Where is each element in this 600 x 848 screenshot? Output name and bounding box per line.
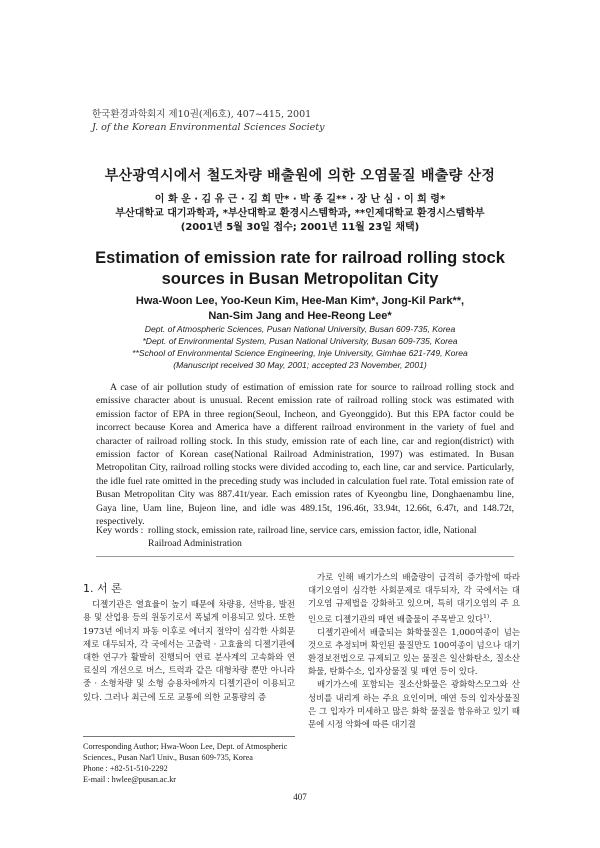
right-column: [308, 571, 520, 731]
footnote-email: E-mail : hwlee@pusan.ac.kr: [83, 775, 177, 784]
english-authors-line1: Hwa-Woon Lee, Yoo-Keun Kim, Hee-Man Kim*, Jong-Kil Park**,: [135, 295, 465, 307]
english-authors: [0, 294, 600, 324]
section-heading: 1. 서 론: [83, 582, 122, 595]
affiliation-line: **School of Environmental Science Engineering, Inje University, Gimhae 621-749, Korea: [132, 348, 468, 358]
footnote-phone: Phone : +82-51-510-2292: [83, 764, 168, 773]
affiliation-line: *Dept. of Environmental System, Pusan National University, Busan 609-735, Korea: [142, 336, 458, 346]
left-column: [83, 582, 295, 704]
keywords-label: Key words :: [96, 525, 144, 536]
journal-header: [92, 108, 324, 134]
abstract: A case of air pollution study of estimation of emission rate for source to railroad rolling stock and emissive character about is unusual. Recent emission rate of railroad rolling stock was estimated with emission factor of EPA in three region(Seoul, Incheon, and Gyeonggido). But this EPA factor could be incorrect because Korea and America have a different railroad environment in the variety of fuel and character of railroad rolling stock. In this study, emission rate of each line, car and region(district) with emission factor of Korean case(National Railroad Administration, 1997) was estimated. In Busan Metropolitan City, railroad rolling stocks were divided accoding to, each line, car and service. Particularly, the idle fuel rate omitted in the preceding study was included in calculation fuel rate. Total emission rate of Busan Metropolitan City was 887.41t/year. Each emission rates of Kyeongbu line, Donghaenambu line, Gaya line, Uam line, Bujeon line, and idle was 489.15t, 196.46t, 33.94t, 12.66t, 6.47t, and 148.72t, respectively.: [96, 382, 514, 528]
korean-title: 부산광역시에서 철도차량 배출원에 의한 오염물질 배출량 산정: [104, 168, 496, 184]
page-number: 407: [293, 792, 307, 802]
paragraph: 배기가스에 포함되는 질소산화물은 광화학스모그와 산성비를 내리게 하는 주요 요인이며, 매연 등의 입자상물질은 그 입자가 미세하고 많은 화학 물질을 함유하고 있기 때문에 시정 악화에 따른 대기결: [308, 679, 520, 730]
divider: [96, 556, 514, 557]
footnote-line: Corresponding Author; Hwa-Woon Lee, Dept. of Atmospheric: [83, 742, 288, 751]
english-affiliations: [0, 323, 600, 371]
paragraph: 디젤기관에서 배출되는 화학물질은 1,000여종이 넘는 것으로 추정되며 확인된 물질만도 100여종이 넘으나 대기환경보전법으로 규제되고 있는 물질은 일산화탄소, 질소산화물, 탄화수소, 입자상물질 및 매연 등이 있다.: [308, 626, 520, 677]
journal-kr-line: 한국환경과학회지 제10권(제6호), 407~415, 2001: [92, 109, 312, 120]
paragraph-text: 가로 인해 배기가스의 배출량이 급격히 증가함에 따라 대기오염이 심각한 사회문제로 대두되자, 각 국에서는 대기오염 규제법을 강화하고 있으며, 특히 대기오염의 주 요인으로 디젤기관의 매연 배출물이 주목받고 있다: [308, 572, 520, 624]
keywords: [96, 524, 514, 550]
manuscript-dates: (Manuscript received 30 May, 2001; accepted 23 November, 2001): [173, 360, 427, 370]
paragraph: 디젤기관은 열효율이 높기 때문에 차량용, 선박용, 발전용 및 산업용 등의 원동기로서 폭넓게 이용되고 있다. 또한 1973년 에너지 파동 이후로 에너지 절약이 심각한 사회문제로 대두되자, 각 국에서는 고출력 · 고효율의 디젤기관에 대한 연구가 활발히 진행되어 연료 분사계의 고속화와 연료실의 개선으로 버스, 트럭과 같은 대형차량 뿐만 아니라 중 · 소형차량 및 소형 승용차에까지 디젤기관이 이용되고 있다. 그러나 최근에 도로 교통에 의한 교통량의 증: [83, 599, 295, 702]
korean-authors-block: [0, 193, 600, 235]
affiliation-line: Dept. of Atmospheric Sciences, Pusan National University, Busan 609-735, Korea: [144, 324, 456, 334]
english-title-line2: sources in Busan Metropolitan City: [161, 270, 439, 288]
english-title-line1: Estimation of emission rate for railroad rolling stock: [95, 249, 505, 267]
corresponding-author-footnote: [83, 736, 295, 785]
korean-dates: (2001년 5월 30일 접수; 2001년 11월 23일 채택): [180, 222, 420, 233]
english-title: [0, 248, 600, 290]
korean-affiliations: 부산대학교 대기과학과, *부산대학교 환경시스템학과, **인제대학교 환경시스템학부: [115, 208, 485, 219]
korean-author-names: 이 화 운 · 김 유 근 · 김 희 만* · 박 종 길** · 장 난 심 · 이 희 령*: [154, 194, 446, 205]
journal-en-line: J. of the Korean Environmental Sciences Society: [92, 122, 325, 133]
english-authors-line2: Nan-Sim Jang and Hee-Reong Lee*: [208, 310, 392, 322]
paragraph: 가로 인해 배기가스의 배출량이 급격히 증가함에 따라 대기오염이 심각한 사회문제로 대두되자, 각 국에서는 대기오염 규제법을 강화하고 있으며, 특히 대기오염의 주 요인으로 디젤기관의 매연 배출물이 주목받고 있다$^{1)}$.: [308, 572, 520, 624]
reference-marker: 1): [483, 613, 490, 620]
keywords-text: rolling stock, emission rate, railroad line, service cars, emission factor, idle, National Railroad Administration: [148, 525, 477, 549]
footnote-line: Sciences., Pusan Nat'l Univ., Busan 609-735, Korea: [83, 753, 253, 762]
